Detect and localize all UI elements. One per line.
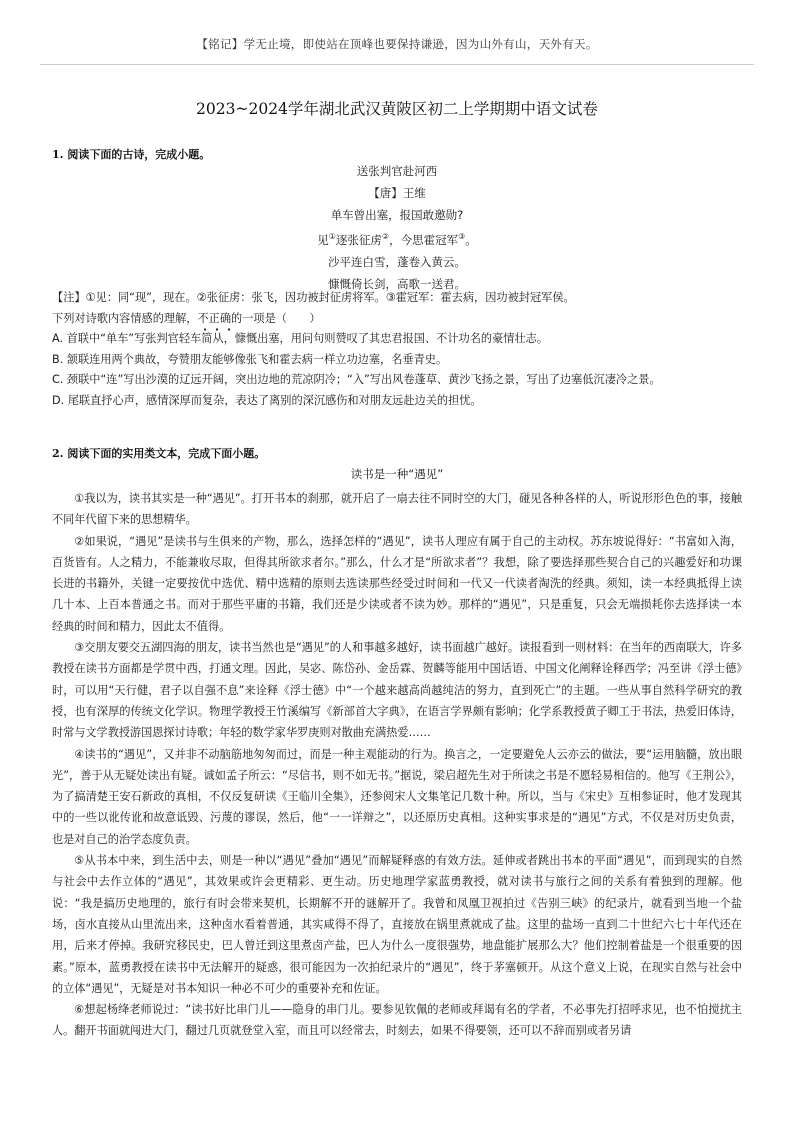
poem-line-4: 慷慨倚长剑，高歌一送君。: [328, 276, 466, 291]
paragraph-1: ①我以为，读书其实是一种“遇见”。打开书本的刹那，就开启了一扇去往不同时空的大门，碰见各种各样的人，听说形形色色的事，接触不同年代留下来的思想精华。: [52, 492, 742, 527]
poem: [0, 160, 794, 295]
option-b: B. 颔联连用两个典故，夸赞朋友能够像张飞和霍去病一样立功边塞，名垂青史。: [52, 352, 448, 366]
poem-author: 【唐】王维: [368, 186, 426, 200]
article-body: [52, 488, 742, 1042]
paragraph-6: ⑥想起杨绛老师说过：“读书好比串门儿——隐身的串门儿。要参见钦佩的老师或拜谒有名的学者，不必事先打招呼求见，也不怕搅扰主人。翻开书面就闯进大门，翻过几页就登堂入室，而且可以经常去，时刻去，如果不得要领，还可以不辞而别或者另请: [52, 1003, 742, 1038]
header-motto: 【铭记】学无止境，即使站在顶峰也要保持谦逊，因为山外有山，天外有天。: [196, 37, 598, 51]
article-title: 读书是一种“遇见”: [350, 467, 444, 481]
question-1-heading: 1. 阅读下面的古诗，完成小题。: [52, 148, 211, 161]
emphasis-text: 不正确: [197, 309, 231, 330]
paragraph-2: ②如果说，“遇见”是读书与生俱来的产物，那么，选择怎样的“遇见”，读书人理应有属于自己的主动权。苏东坡说得好：“书富如入海，百货皆有。人之精力，不能兼收尽取，但得其所欲求者尔。”那么，什么才是“所欲求者”？我想，除了要选择那些契合自己的兴趣爱好和功课长进的书籍外，关键一定要按优中选优、精中选精的原则去选读那些经受过时间和一代又一代读者淘洗的经典。须知，读一本经典抵得上读几十本、上百本普通之书。而对于那些平庸的书籍，我们还是少读或者不读为妙。那样的“遇见”，只是重复，只会无端损耗你去选择读一本经典的时间和精力，因此太不值得。: [52, 534, 742, 633]
paragraph-3: ③交朋友要交五湖四海的朋友，读书当然也是“遇见”的人和事越多越好，读书面越广越好。读报看到一则材料：在当年的西南联大，许多教授在读书方面都是学贯中西，打通文理。因此，吴宓、陈岱孙、金岳霖、贺麟等能用中国话语、中国文化阐释诠释西学；冯至讲《浮士德》时，可以用“天行健，君子以自强不息”来诠释《浮士德》中“一个越来越高尚越纯洁的努力，直到死亡”的主题。一些从事自然科学研究的教授，也有深厚的传统文化学识。物理学教授王竹溪编写《新部首大字典》，在语言学界颇有影响；化学系教授黄子卿工于书法，热爱旧体诗，时常与文学教授游国恩探讨诗歌；年轻的数学家华罗庚则对散曲充满热爱……: [52, 641, 742, 740]
paragraph-4: ④读书的“遇见”，又并非不动脑筋地匆匆而过，而是一种主观能动的行为。换言之，一定要避免人云亦云的做法，要“运用脑髓，放出眼光”，善于从无疑处读出有疑。诚如孟子所云：“尽信书，则不如无书。”据说，梁启超先生对于所读之书是不愿轻易相信的。他写《王荆公》，为了搞清楚王安石新政的真相，不仅反复研读《王临川全集》，还参阅宋人文集笔记几数十种。所以，当与《宋史》互相参证时，他才发现其中的一些以讹传讹和故意诋毁、污蔑的谬误，然后，他“一一详辩之”，以还原历史真相。这种实事求是的“遇见”方式，不仅是对历史负责，也是对自己的治学态度负责。: [52, 747, 742, 846]
option-a: A. 首联中“单车”写张判官轻车简从，慷慨出塞，用问句则赞叹了其忠君报国、不计功名的豪情壮志。: [52, 332, 549, 345]
note-marker: ③: [458, 232, 466, 241]
question-1-stem: 下列对诗歌内容情感的理解，不正确的一项是（ ）: [52, 309, 742, 330]
header-divider: [40, 64, 754, 65]
note-marker: ①: [328, 232, 336, 241]
question-2-heading: 2. 阅读下面的实用类文本，完成下面小题。: [52, 447, 266, 460]
poem-notes: 【注】①见：同“现”，现在。②张征虏：张飞，因功被封征虏将军。③霍冠军：霍去病，因功被封冠军侯。: [52, 291, 575, 304]
poem-line-2: 见①逐张征虏②，今思霍冠军③。: [317, 232, 477, 247]
note-marker: ②: [381, 232, 390, 241]
document-title: 2023~2024学年湖北武汉黄陂区初二上学期期中语文试卷: [196, 100, 598, 118]
paragraph-5: ⑤从书本中来，到生活中去，则是一种以“遇见”叠加“遇见”而解疑释惑的有效方法。延伸或者跳出书本的平面“遇见”，而到现实的自然与社会中去作立体的“遇见”，其效果或许会更精彩、更生动。历史地理学家蓝勇教授，就对读书与旅行之间的关系有着独到的理解。他说：“我是搞历史地理的，旅行有时会带来契机，长期解不开的谜解开了。我曾和凤凰卫视拍过《告别三峡》的纪录片，就看到当地一个盐场，卤水直接从山里流出来，这种卤水看着普通，其实咸得不得了，直接放在锅里煮就成了盐。这里的盐场一直到二十世纪六七十年代还在用，后来才停掉。我研究移民史，巴人曾迁到这里煮卤产盐，巴人为什么一度很强势，地盘能扩展那么大？他们控制着盐是一个很重要的因素。”原本，蓝勇教授在读书中无法解开的疑惑，很可能因为一次拍纪录片的“遇见”，终于茅塞顿开。从这个意义上说，在现实自然与社会中的立体“遇见”，无疑是对书本知识一种必不可少的重要补充和佐证。: [52, 854, 742, 995]
poem-line-3: 沙平连白雪，蓬卷入黄云。: [328, 254, 466, 269]
option-d: D. 尾联直抒心声，感情深厚而复杂，表达了离别的深沉感伤和对朋友远赴边关的担忧。: [52, 393, 482, 407]
question-1-body: [52, 288, 742, 411]
poem-line-1: 单车曾出塞，报国敢邀勋?: [330, 208, 464, 222]
option-c: C. 颈联中“连”写出沙漠的辽远开阔，突出边地的荒凉阴冷；“入”写出风卷蓬草、黄沙飞扬之景，写出了边塞低沉凄冷之景。: [52, 373, 661, 386]
poem-title: 送张判官赴河西: [356, 164, 438, 178]
